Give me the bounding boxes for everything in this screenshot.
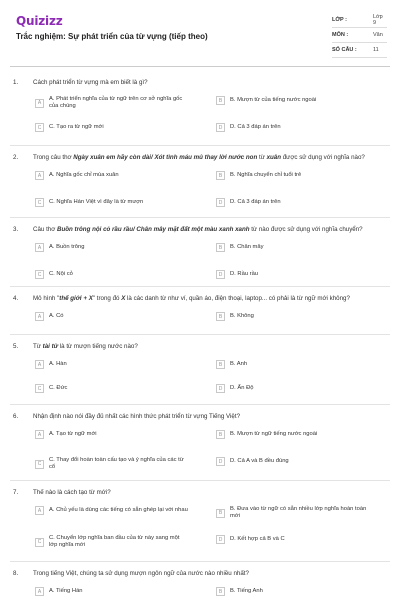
- option-b[interactable]: [216, 587, 370, 596]
- option-letter-box[interactable]: B: [216, 509, 225, 518]
- option-letter-box[interactable]: A: [35, 430, 44, 439]
- option-letter-box[interactable]: D: [216, 457, 225, 466]
- option-text: B. Mượn từ của tiếng nước ngoài: [230, 96, 317, 103]
- meta-label: SỐ CÂU :: [332, 47, 357, 53]
- option-text: C. Tạo ra từ ngữ mới: [49, 123, 104, 130]
- option-text: C. Đức: [49, 384, 68, 391]
- meta-row-subject: [332, 28, 387, 43]
- option-c[interactable]: [35, 384, 189, 393]
- option-letter-box[interactable]: B: [216, 360, 225, 369]
- option-letter-box[interactable]: D: [216, 535, 225, 544]
- question-text: Trong câu thơ Ngày xuân em hãy còn dài/ Xót tình máu mủ thay lời nước non từ xuân được sử dụng với nghĩa nào?: [33, 154, 365, 161]
- option-text: A. Có: [49, 312, 64, 319]
- option-a[interactable]: [35, 587, 189, 596]
- option-letter-box[interactable]: B: [216, 243, 225, 252]
- option-text: D. Kết hợp cả B và C: [230, 535, 285, 542]
- option-text: A. Chủ yếu là dùng các tiếng có sẵn ghép lại với nhau: [49, 506, 188, 513]
- question-number: 8.: [13, 570, 19, 577]
- question-text: Nhận định nào nói đầy đủ nhất các hình thức phát triển từ vựng Tiếng Việt?: [33, 413, 241, 420]
- option-c[interactable]: [35, 123, 189, 132]
- option-a[interactable]: [35, 243, 189, 252]
- option-text: D. Cả 3 đáp án trên: [230, 198, 281, 205]
- question-divider: [10, 286, 390, 287]
- option-a[interactable]: [35, 360, 189, 369]
- question-number: 4.: [13, 295, 19, 302]
- option-text: C. Nội cỏ: [49, 270, 73, 277]
- question-divider: [10, 404, 390, 405]
- option-text: A. Phát triển nghĩa của từ ngữ trên cơ sở nghĩa gốc của chúng: [49, 96, 183, 110]
- question-divider: [10, 217, 390, 218]
- option-b[interactable]: [216, 430, 370, 439]
- option-letter-box[interactable]: B: [216, 312, 225, 321]
- option-letter-box[interactable]: A: [35, 587, 44, 596]
- option-text: B. Nghĩa chuyển chỉ tuổi trẻ: [230, 171, 302, 178]
- option-letter-box[interactable]: A: [35, 171, 44, 180]
- option-text: B. Đưa vào từ ngữ có sẵn nhiều lớp nghĩa hoàn toàn mới: [230, 506, 367, 520]
- question-number: 5.: [13, 343, 19, 350]
- option-text: C. Chuyển lớp nghĩa ban đầu của từ này sang một lớp nghĩa mới: [49, 535, 180, 549]
- question-number: 3.: [13, 226, 19, 233]
- option-letter-box[interactable]: D: [216, 270, 225, 279]
- option-b[interactable]: [216, 171, 370, 180]
- page-title: Trắc nghiệm: Sự phát triển của từ vựng (tiếp theo): [16, 32, 208, 41]
- question-text: Trong tiếng Việt, chúng ta sử dụng mượn ngôn ngữ của nước nào nhiều nhất?: [33, 570, 249, 577]
- option-b[interactable]: [216, 96, 370, 105]
- meta-row-grade: [332, 13, 387, 28]
- option-c[interactable]: [35, 198, 189, 207]
- option-text: B. Mượn từ ngữ tiếng nước ngoài: [230, 430, 318, 437]
- option-text: A. Hàn: [49, 360, 67, 367]
- meta-row-count: [332, 43, 387, 58]
- option-text: A. Buồn trông: [49, 243, 85, 250]
- option-c[interactable]: [35, 457, 189, 471]
- option-text: B. Chân mây: [230, 243, 264, 250]
- option-d[interactable]: [216, 198, 370, 207]
- option-letter-box[interactable]: C: [35, 123, 44, 132]
- option-b[interactable]: [216, 360, 370, 369]
- question-number: 1.: [13, 79, 19, 86]
- option-letter-box[interactable]: C: [35, 270, 44, 279]
- option-c[interactable]: [35, 535, 189, 549]
- option-text: A. Tiếng Hán: [49, 587, 83, 594]
- option-letter-box[interactable]: A: [35, 506, 44, 515]
- option-d[interactable]: [216, 457, 370, 466]
- question-text: Câu thơ Buồn trông nội cỏ rầu rầu/ Chân mây mặt đất một màu xanh xanh từ nào được sử dụng với nghĩa chuyển?: [33, 226, 363, 233]
- option-text: A. Tạo từ ngữ mới: [49, 430, 97, 437]
- meta-label: LỚP :: [332, 17, 347, 23]
- option-letter-box[interactable]: B: [216, 96, 225, 105]
- option-a[interactable]: [35, 430, 189, 439]
- option-letter-box[interactable]: C: [35, 538, 44, 547]
- option-d[interactable]: [216, 535, 370, 544]
- option-letter-box[interactable]: D: [216, 384, 225, 393]
- question-divider: [10, 334, 390, 335]
- meta-value: Lớp 9: [373, 14, 383, 26]
- meta-value: Văn: [373, 32, 383, 38]
- option-text: D. Ấn Độ: [230, 384, 254, 391]
- option-b[interactable]: [216, 243, 370, 252]
- option-b[interactable]: [216, 312, 370, 321]
- option-text: B. Tiếng Anh: [230, 587, 263, 594]
- meta-label: MÔN :: [332, 32, 349, 38]
- meta-panel: [332, 13, 387, 58]
- question-divider: [10, 480, 390, 481]
- option-letter-box[interactable]: B: [216, 171, 225, 180]
- option-letter-box[interactable]: A: [35, 243, 44, 252]
- option-a[interactable]: [35, 312, 189, 321]
- option-c[interactable]: [35, 270, 189, 279]
- option-a[interactable]: [35, 96, 189, 110]
- question-divider: [10, 561, 390, 562]
- option-a[interactable]: [35, 171, 189, 180]
- header-divider: [10, 66, 390, 67]
- option-d[interactable]: [216, 270, 370, 279]
- question-text: Thế nào là cách tạo từ mới?: [33, 489, 111, 496]
- option-text: B. Không: [230, 312, 254, 319]
- option-letter-box[interactable]: C: [35, 460, 44, 469]
- option-letter-box[interactable]: B: [216, 587, 225, 596]
- question-number: 6.: [13, 413, 19, 420]
- option-letter-box[interactable]: D: [216, 123, 225, 132]
- option-text: B. Anh: [230, 360, 248, 367]
- option-letter-box[interactable]: B: [216, 430, 225, 439]
- option-letter-box[interactable]: A: [35, 99, 44, 108]
- option-text: C. Nghĩa Hán Việt vì đây là từ mượn: [49, 198, 144, 205]
- option-letter-box[interactable]: D: [216, 198, 225, 207]
- option-letter-box[interactable]: C: [35, 198, 44, 207]
- option-d[interactable]: [216, 384, 370, 393]
- option-text: D. Cả 3 đáp án trên: [230, 123, 281, 130]
- meta-value: 11: [373, 47, 379, 53]
- option-text: D. Rầu rầu: [230, 270, 259, 277]
- option-text: C. Thay đổi hoàn toàn cấu tạo và ý nghĩa của các từ cổ: [49, 457, 184, 471]
- question-number: 7.: [13, 489, 19, 496]
- option-letter-box[interactable]: A: [35, 312, 44, 321]
- option-text: A. Nghĩa gốc chỉ mùa xuân: [49, 171, 119, 178]
- option-b[interactable]: [216, 506, 370, 520]
- option-d[interactable]: [216, 123, 370, 132]
- option-letter-box[interactable]: A: [35, 360, 44, 369]
- question-text: Cách phát triển từ vựng mà em biết là gì?: [33, 79, 148, 86]
- option-a[interactable]: [35, 506, 189, 515]
- option-letter-box[interactable]: C: [35, 384, 44, 393]
- question-text: Từ tài tử là từ mượn tiếng nước nào?: [33, 343, 138, 350]
- question-divider: [10, 145, 390, 146]
- question-number: 2.: [13, 154, 19, 161]
- quizizz-logo: Quizizz: [16, 14, 63, 28]
- option-text: D. Cả A và B đều đúng: [230, 457, 289, 464]
- question-text: Mô hình "thế giới + X" trong đó X là các danh từ như ví, quần áo, điện thoại, laptop... có phải là từ ngữ mới không?: [33, 295, 350, 302]
